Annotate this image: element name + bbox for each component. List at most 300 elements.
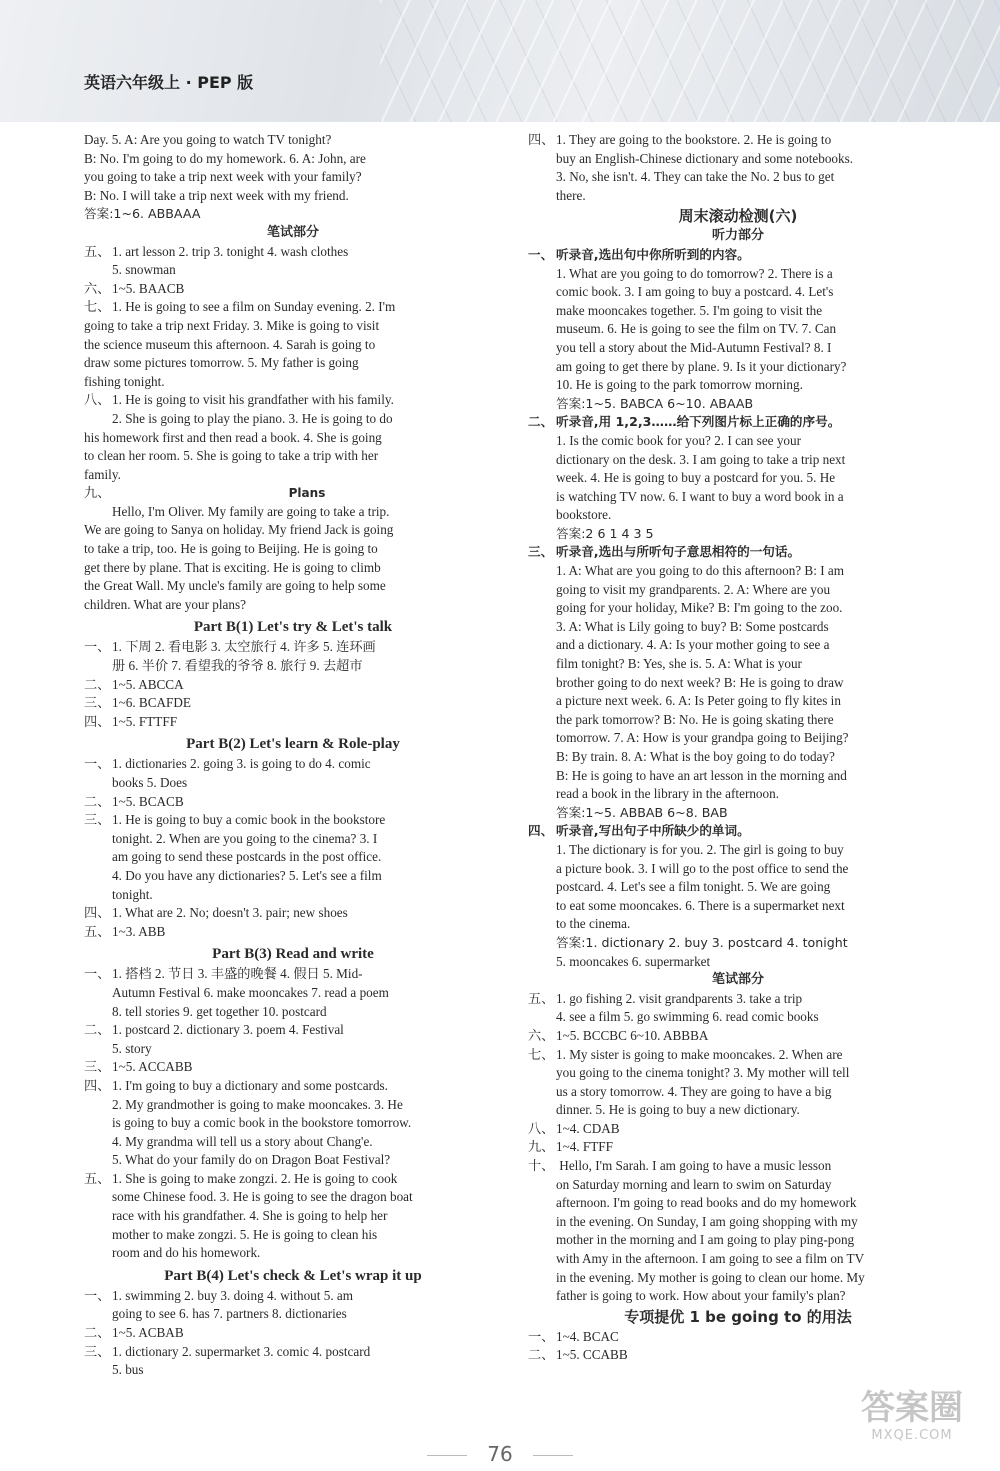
text-line <box>84 1096 502 1115</box>
line-text: am going to get there by plane. 9. Is it your dictionary? <box>556 358 847 374</box>
line-text: bookstore. <box>556 507 612 523</box>
text-line <box>84 131 502 150</box>
line-text: 1. I'm going to buy a dictionary and some postcards. <box>112 1077 388 1093</box>
question-number: 一、 <box>528 246 554 262</box>
line-text: 1. 搭档 2. 节日 3. 丰盛的晚餐 4. 假日 5. Mid- <box>112 966 363 982</box>
text-line <box>84 1244 502 1263</box>
text-line <box>528 150 948 169</box>
text-line <box>528 1328 948 1347</box>
line-text: 1. My sister is going to make mooncakes. 2. When are <box>556 1046 843 1062</box>
line-text: Plans <box>288 486 326 501</box>
question-number: 六、 <box>84 280 111 296</box>
text-line <box>84 466 502 485</box>
text-line <box>528 358 948 377</box>
text-line <box>528 711 948 730</box>
text-line <box>528 655 948 674</box>
line-text: 1. What are 2. No; doesn't 3. pair; new shoes <box>112 905 348 921</box>
question-number: 一、 <box>84 639 111 655</box>
line-text: tonight. 2. When are you going to the cinema? 3. I <box>112 830 378 846</box>
text-line <box>84 774 502 793</box>
question-number: 三、 <box>84 695 111 711</box>
line-text: B: By train. 8. A: What is the boy going to do today? <box>556 749 835 764</box>
question-number: 三、 <box>528 544 554 560</box>
text-line <box>528 878 948 897</box>
text-line <box>84 521 502 540</box>
question-number: 一、 <box>84 1287 111 1303</box>
question-number: 五、 <box>84 1170 111 1186</box>
line-text: 1. dictionary 2. supermarket 3. comic 4. postcard <box>112 1343 371 1359</box>
question-number: 二、 <box>84 1325 111 1341</box>
text-line <box>528 767 948 786</box>
line-text: the Great Wall. My uncle's family are going to help some <box>84 578 386 594</box>
question-instruction <box>528 822 948 841</box>
answer-key-line <box>528 525 948 544</box>
text-line <box>84 923 502 942</box>
line-text: 1. Is the comic book for you? 2. I can see your <box>556 432 801 448</box>
left-column <box>84 131 502 1380</box>
text-line <box>84 373 502 392</box>
text-line <box>84 354 502 373</box>
text-line <box>84 577 502 596</box>
line-text: and a dictionary. 4. A: Is your mother going to see a <box>556 637 830 653</box>
text-line <box>528 1346 948 1365</box>
line-text: 1~5. ABCCA <box>112 676 184 692</box>
question-number: 一、 <box>84 966 111 982</box>
line-text: books 5. Does <box>112 775 188 790</box>
text-line <box>528 785 948 804</box>
line-text: 1. He is going to visit his grandfather with his family. <box>112 392 394 408</box>
line-text: Part B(3) Read and write <box>212 946 374 963</box>
text-line <box>84 391 502 410</box>
answer-key-line <box>528 395 948 414</box>
line-text: the park tomorrow? B: No. He is going skating there <box>556 711 834 727</box>
line-text: 1~3. ABB <box>112 923 166 939</box>
text-line <box>84 713 502 732</box>
line-text: am going to send these postcards in the post office. <box>112 849 382 865</box>
question-number: 三、 <box>84 1059 111 1075</box>
text-line <box>528 953 948 972</box>
question-number: 十、 <box>528 1158 555 1174</box>
line-text: postcard. 4. Let's see a film tonight. 5. We are going <box>556 879 831 895</box>
line-text: going to visit my grandparents. 2. A: Where are you <box>556 581 831 597</box>
question-number: 六、 <box>528 1027 555 1043</box>
question-number: 三、 <box>84 812 111 828</box>
text-line <box>84 1133 502 1152</box>
text-line <box>528 1064 948 1083</box>
question-number: 五、 <box>84 923 111 939</box>
line-text: We are going to Sanya on holiday. My friend Jack is going <box>84 522 394 538</box>
line-text: to take a trip, too. He is going to Beijing. He is going to <box>84 541 378 557</box>
line-text: going to take a trip next Friday. 3. Mike is going to visit <box>84 317 380 333</box>
text-line <box>84 168 502 187</box>
text-line <box>528 302 948 321</box>
text-line <box>84 830 502 849</box>
question-number: 四、 <box>528 823 554 839</box>
line-text: B: No. I'm going to do my homework. 6. A: John, are <box>84 150 366 166</box>
question-number: 二、 <box>528 1347 555 1363</box>
text-line <box>528 915 948 934</box>
text-line <box>84 317 502 336</box>
text-line <box>84 1170 502 1189</box>
text-line <box>84 336 502 355</box>
line-text: 5. What do your family do on Dragon Boat Festival? <box>112 1152 391 1168</box>
line-text: 1~5. BAACB <box>112 280 185 296</box>
question-number: 七、 <box>528 1046 555 1062</box>
line-text: 1. dictionaries 2. going 3. is going to do 4. comic <box>112 756 371 772</box>
watermark-line2: MXQE.COM <box>871 1428 953 1443</box>
line-text: Hello, I'm Sarah. I am going to have a music lesson <box>556 1158 832 1174</box>
right-column <box>528 131 948 1365</box>
line-text: to clean her room. 5. She is going to take a trip with her <box>84 448 379 464</box>
line-text: is watching TV now. 6. I want to buy a word book in a <box>556 488 844 504</box>
text-line <box>528 692 948 711</box>
text-line <box>528 451 948 470</box>
line-text: going for your holiday, Mike? B: I'm going to the zoo. <box>556 600 843 616</box>
answer-key-line <box>528 934 948 953</box>
text-line <box>84 150 502 169</box>
text-line <box>84 1077 502 1096</box>
answer-key-line <box>528 804 948 823</box>
question-instruction <box>528 246 948 265</box>
line-text: 答案:1~6. ABBAAA <box>84 206 201 222</box>
line-text: is going to buy a comic book in the bookstore tomorrow. <box>112 1115 412 1131</box>
book-title: 英语六年级上 · PEP 版 <box>84 73 254 92</box>
line-text: Part B(1) Let's try & Let's talk <box>193 619 393 636</box>
text-line <box>528 320 948 339</box>
text-line <box>528 283 948 302</box>
text-line <box>84 1188 502 1207</box>
line-text: 4. Do you have any dictionaries? 5. Let's see a film <box>112 867 382 883</box>
page-number: 76 <box>487 1442 513 1466</box>
line-text: 2. My grandmother is going to make mooncakes. 3. He <box>112 1096 403 1112</box>
line-text: you tell a story about the Mid-Autumn Festival? 8. I <box>556 339 832 355</box>
question-number: 八、 <box>84 392 111 408</box>
text-line <box>528 1157 948 1176</box>
line-text: Part B(4) Let's check & Let's wrap it up <box>164 1267 422 1284</box>
question-number: 四、 <box>528 132 555 147</box>
text-line <box>84 1324 502 1343</box>
line-text: 听力部分 <box>711 228 764 244</box>
text-line <box>84 848 502 867</box>
text-line <box>84 1361 502 1380</box>
text-line <box>84 280 502 299</box>
line-text: 1~4. FTFF <box>556 1139 613 1155</box>
line-text: 1. art lesson 2. trip 3. tonight 4. wash clothes <box>112 243 349 259</box>
line-text: children. What are your plans? <box>84 596 246 612</box>
line-text: in the evening. My mother is going to clean our home. My <box>556 1269 865 1285</box>
line-text: 1~4. CDAB <box>556 1120 620 1136</box>
line-text: 册 6. 半价 7. 看望我的爷爷 8. 旅行 9. 去超市 <box>112 658 363 674</box>
line-text: 1. They are going to the bookstore. 2. He is going to <box>556 132 832 147</box>
line-text: comic book. 3. I am going to buy a postcard. 4. Let's <box>556 284 834 300</box>
text-line <box>84 1114 502 1133</box>
text-line <box>528 265 948 284</box>
line-text: 8. tell stories 9. get together 10. postcard <box>112 1003 327 1019</box>
line-text: 答案:1. dictionary 2. buy 3. postcard 4. tonight <box>556 934 848 950</box>
line-text: make mooncakes together. 5. I'm going to visit the <box>556 302 823 318</box>
text-line <box>84 261 502 280</box>
line-text: 听录音,选出句中你所听到的内容。 <box>556 246 750 262</box>
text-line <box>84 676 502 695</box>
text-line <box>528 581 948 600</box>
line-text: dictionary on the desk. 3. I am going to take a trip next <box>556 451 846 467</box>
line-text: on Saturday morning and learn to swim on Saturday <box>556 1176 832 1192</box>
line-text: 5. story <box>112 1040 152 1056</box>
line-text: 周末滚动检测(六) <box>678 207 798 226</box>
text-line <box>528 841 948 860</box>
text-line <box>528 636 948 655</box>
text-line <box>528 376 948 395</box>
line-text: 5. snowman <box>112 262 176 278</box>
text-line <box>84 596 502 615</box>
line-text: 听录音,用 1,2,3……给下列图片标上正确的序号。 <box>556 414 841 430</box>
question-number: 九、 <box>528 1139 555 1155</box>
line-text: 答案:2 6 1 4 3 5 <box>556 525 654 541</box>
line-text: B: No. I will take a trip next week with my friend. <box>84 187 349 203</box>
text-line <box>84 755 502 774</box>
question-instruction <box>528 413 948 432</box>
text-line <box>84 1021 502 1040</box>
text-line <box>84 984 502 1003</box>
line-text: us a story tomorrow. 4. They are going to have a big <box>556 1083 832 1099</box>
question-number: 九、 <box>84 485 111 501</box>
line-text: tonight. <box>112 886 153 902</box>
text-line <box>84 638 502 657</box>
line-text: a picture book. 3. I will go to the post office to send the <box>556 860 849 876</box>
line-text: 5. bus <box>112 1362 144 1378</box>
text-line <box>528 1101 948 1120</box>
line-text: 1~6. BCAFDE <box>112 695 191 711</box>
line-text: father is going to work. How about your family's plan? <box>556 1288 846 1304</box>
text-line <box>84 1343 502 1362</box>
question-number: 二、 <box>528 414 554 430</box>
essay-title <box>84 484 502 503</box>
text-line <box>528 897 948 916</box>
text-line <box>84 1226 502 1245</box>
text-line <box>84 1151 502 1170</box>
line-text: 1. postcard 2. dictionary 3. poem 4. Festival <box>112 1022 344 1038</box>
text-line <box>528 506 948 525</box>
text-line <box>528 1027 948 1046</box>
line-text: the science museum this afternoon. 4. Sarah is going to <box>84 336 376 352</box>
line-text: fishing tonight. <box>84 373 165 389</box>
question-number: 四、 <box>84 713 111 729</box>
text-line <box>84 1003 502 1022</box>
text-line <box>84 793 502 812</box>
line-text: 笔试部分 <box>711 972 764 988</box>
line-text: B: He is going to have an art lesson in the morning and <box>556 767 847 783</box>
text-line <box>84 559 502 578</box>
line-text: buy an English-Chinese dictionary and some notebooks. <box>556 150 854 166</box>
question-instruction <box>528 543 948 562</box>
line-text: 1~5. ACBAB <box>112 1325 184 1341</box>
question-number: 八、 <box>528 1120 555 1136</box>
text-line <box>84 657 502 676</box>
section-heading <box>84 943 502 965</box>
line-text: you going to the cinema tonight? 3. My mother will tell <box>556 1065 850 1081</box>
text-line <box>528 1194 948 1213</box>
line-text: 1. swimming 2. buy 3. doing 4. without 5. am <box>112 1287 354 1303</box>
line-text: 1. The dictionary is for you. 2. The girl is going to buy <box>556 841 844 857</box>
line-text: going to see 6. has 7. partners 8. dictionaries <box>112 1306 347 1322</box>
question-number: 三、 <box>84 1343 111 1359</box>
line-text: room and do his homework. <box>112 1245 261 1261</box>
question-number: 一、 <box>528 1328 555 1344</box>
text-line <box>84 503 502 522</box>
line-text: Part B(2) Let's learn & Role-play <box>186 736 400 753</box>
question-number: 四、 <box>84 1077 111 1093</box>
line-text: Day. 5. A: Are you going to watch TV tonight? <box>84 132 332 147</box>
text-line <box>528 1046 948 1065</box>
text-line <box>84 243 502 262</box>
line-text: his homework first and then read a book. 4. She is going <box>84 429 382 445</box>
watermark-line1: 答案圈 <box>861 1388 963 1428</box>
line-text: draw some pictures tomorrow. 5. My father is going <box>84 355 359 371</box>
line-text: 1. What are you going to do tomorrow? 2. There is a <box>556 265 833 281</box>
line-text: race with his grandfather. 4. She is going to help her <box>112 1208 388 1224</box>
line-text: 3. No, she isn't. 4. They can take the No. 2 bus to get <box>556 169 835 185</box>
text-line <box>528 1231 948 1250</box>
text-line <box>528 131 948 150</box>
subsection-heading <box>528 971 948 990</box>
text-line <box>528 168 948 187</box>
line-text: 1. go fishing 2. visit grandparents 3. take a trip <box>556 990 803 1006</box>
line-text: 1~4. BCAC <box>556 1328 619 1344</box>
page-header <box>0 0 1000 122</box>
header-decoration <box>380 0 1000 122</box>
text-line <box>84 904 502 923</box>
text-line <box>528 562 948 581</box>
line-text: museum. 6. He is going to see the film on TV. 7. Can <box>556 321 837 337</box>
section-heading <box>84 733 502 755</box>
line-text: family. <box>84 466 121 482</box>
line-text: 10. He is going to the park tomorrow morning. <box>556 377 803 393</box>
line-text: brother going to do next week? B: He is going to draw <box>556 674 844 690</box>
line-text: 4. see a film 5. go swimming 6. read comic books <box>556 1009 819 1025</box>
line-text: 1. He is going to see a film on Sunday evening. 2. I'm <box>112 299 396 315</box>
line-text: with Amy in the afternoon. I am going to see a film on TV <box>556 1251 865 1267</box>
line-text: mother in the morning and I am going to play ping-pong <box>556 1232 855 1248</box>
subsection-heading <box>84 224 502 243</box>
watermark-logo <box>842 1388 982 1458</box>
text-line <box>84 298 502 317</box>
text-line <box>528 1250 948 1269</box>
line-text: in the evening. On Sunday, I am going shopping with my <box>556 1213 858 1229</box>
text-line <box>528 1138 948 1157</box>
text-line <box>528 432 948 451</box>
line-text: afternoon. I'm going to read books and do my homework <box>556 1195 857 1211</box>
footer-dash-right <box>533 1455 573 1456</box>
line-text: Hello, I'm Oliver. My family are going to take a trip. <box>112 503 390 519</box>
test-heading <box>528 205 948 227</box>
text-line <box>528 1176 948 1195</box>
footer-dash-left <box>427 1455 467 1456</box>
line-text: 1~5. FTTFF <box>112 713 178 729</box>
text-line <box>528 339 948 358</box>
text-line <box>528 1008 948 1027</box>
text-line <box>84 1058 502 1077</box>
line-text: 4. My grandma will tell us a story about Chang'e. <box>112 1133 373 1149</box>
test-heading <box>528 1306 948 1328</box>
text-line <box>84 1040 502 1059</box>
line-text: 1. A: What are you going to do this afternoon? B: I am <box>556 563 844 579</box>
line-text: tomorrow. 7. A: How is your grandpa going to Beijing? <box>556 730 849 746</box>
line-text: film tonight? B: Yes, she is. 5. A: What is your <box>556 656 802 672</box>
text-line <box>528 618 948 637</box>
line-text: there. <box>556 187 586 203</box>
line-text: 答案:1~5. ABBAB 6~8. BAB <box>556 804 728 820</box>
question-number: 五、 <box>528 990 555 1006</box>
text-line <box>528 748 948 767</box>
line-text: read a book in the library in the afternoon. <box>556 786 780 802</box>
question-number: 四、 <box>84 905 111 921</box>
text-line <box>528 1287 948 1306</box>
line-text: 1~5. BCACB <box>112 793 184 809</box>
line-text: 2. She is going to play the piano. 3. He is going to do <box>112 410 393 426</box>
line-text: 1~5. ACCABB <box>112 1059 193 1075</box>
text-line <box>84 1305 502 1324</box>
section-heading <box>84 616 502 638</box>
text-line <box>84 1207 502 1226</box>
question-number: 一、 <box>84 756 111 772</box>
line-text: Autumn Festival 6. make mooncakes 7. read a poem <box>112 984 389 1000</box>
line-text: 听录音,写出句子中所缺少的单词。 <box>556 823 750 839</box>
line-text: week. 4. He is going to buy a postcard for you. 5. He <box>556 470 836 486</box>
line-text: 1. He is going to buy a comic book in the bookstore <box>112 812 386 828</box>
text-line <box>528 488 948 507</box>
text-line <box>84 1287 502 1306</box>
text-line <box>84 410 502 429</box>
line-text: 1~5. BCCBC 6~10. ABBBA <box>556 1027 709 1043</box>
text-line <box>84 965 502 984</box>
line-text: to the cinema. <box>556 916 631 932</box>
text-line <box>528 990 948 1009</box>
line-text: 3. A: What is Lily going to buy? B: Some postcards <box>556 618 829 634</box>
line-text: 听录音,选出与所听句子意思相符的一句话。 <box>556 544 801 560</box>
line-text: 5. mooncakes 6. supermarket <box>556 953 711 969</box>
line-text: dinner. 5. He is going to buy a new dictionary. <box>556 1102 800 1118</box>
text-line <box>84 429 502 448</box>
text-line <box>528 599 948 618</box>
answer-key-line <box>84 205 502 224</box>
text-line <box>528 1213 948 1232</box>
line-text: 专项提优 1 be going to 的用法 <box>624 1307 852 1326</box>
line-text: mother to make zongzi. 5. He is going to clean his <box>112 1226 378 1242</box>
line-text: to eat some mooncakes. 6. There is a supermarket next <box>556 897 845 913</box>
section-heading <box>84 1265 502 1287</box>
line-text: 答案:1~5. BABCA 6~10. ABAAB <box>556 395 754 411</box>
text-line <box>84 447 502 466</box>
text-line <box>84 811 502 830</box>
question-number: 七、 <box>84 299 111 315</box>
text-line <box>528 469 948 488</box>
question-number: 二、 <box>84 793 111 809</box>
text-line <box>84 187 502 206</box>
line-text: you going to take a trip next week with your family? <box>84 169 362 185</box>
line-text: some Chinese food. 3. He is going to see the dragon boat <box>112 1189 413 1205</box>
line-text: 1. She is going to make zongzi. 2. He is going to cook <box>112 1170 398 1186</box>
text-line <box>528 187 948 206</box>
line-text: 笔试部分 <box>266 224 319 240</box>
text-line <box>84 867 502 886</box>
text-line <box>84 694 502 713</box>
text-line <box>84 886 502 905</box>
question-number: 二、 <box>84 1022 111 1038</box>
text-line <box>528 1120 948 1139</box>
subsection-heading <box>528 227 948 246</box>
line-text: 1~5. CCABB <box>556 1347 628 1363</box>
text-line <box>528 1269 948 1288</box>
